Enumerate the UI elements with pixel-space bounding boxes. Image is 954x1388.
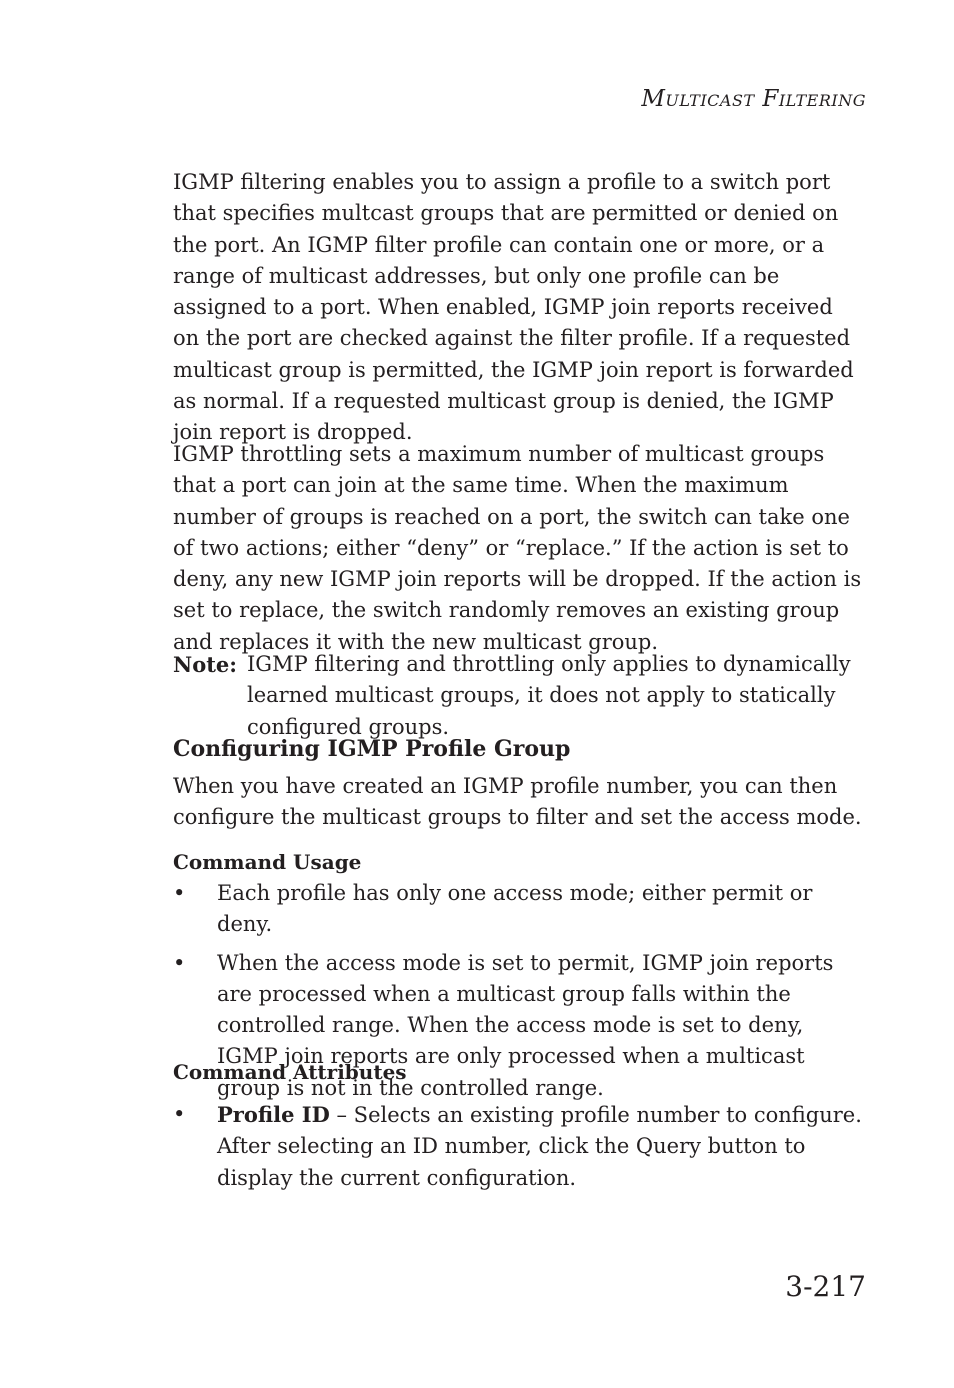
attribute-term: Profile ID: [217, 1102, 330, 1127]
section-intro: When you have created an IGMP profile number, you can then configure the multicast groups to filter and set the access mode.: [173, 774, 862, 830]
bullet: •: [173, 950, 186, 975]
note-text: IGMP filtering and throttling only applies to dynamically learned multicast groups, it does not apply to statically configured groups.: [247, 652, 851, 739]
command-usage-heading: Command Usage: [173, 850, 362, 874]
running-header: Multicast Filtering: [641, 86, 866, 112]
list-item: [173, 878, 865, 941]
command-attributes-heading: Command Attributes: [173, 1060, 407, 1084]
note-block: [173, 649, 865, 743]
page-number: 3-217: [785, 1270, 866, 1303]
bullet: •: [173, 1102, 186, 1126]
command-attributes-block: [173, 1058, 865, 1086]
section-intro-block: [173, 771, 865, 834]
section-heading: Configuring IGMP Profile Group: [173, 736, 571, 762]
list-item-text: Each profile has only one access mode; either permit or deny.: [217, 881, 813, 937]
list-item: [173, 1099, 865, 1194]
list-item-text: When the access mode is set to permit, IGMP join reports are processed when a multicast group falls within the controlled range. When the access mode is set to deny, IGMP join reports are only processed when a multicast group is not in the controlled range.: [217, 950, 834, 1100]
attribute-description: – Selects an existing profile number to configure. After selecting an ID number, click the Query button to display the current configuration.: [217, 1103, 862, 1190]
attributes-list-block: [173, 1099, 865, 1194]
list-item-text: [217, 1099, 865, 1194]
paragraph: IGMP throttling sets a maximum number of multicast groups that a port can join at the same time. When the maximum number of groups is reached on a port, the switch can take one of two actions; either “deny” or “replace.” If the action is set to deny, any new IGMP join reports will be dropped. If the action is set to replace, the switch randomly removes an existing group and replaces it with the new multicast group.: [173, 442, 862, 654]
note-label: Note:: [173, 652, 238, 677]
bullet: •: [173, 881, 186, 905]
intro-paragraph-throttling: [173, 439, 865, 658]
section-heading-block: [173, 734, 865, 764]
command-usage-block: [173, 848, 865, 876]
paragraph: IGMP filtering enables you to assign a profile to a switch port that specifies multcast groups that are permitted or denied on the port. An IGMP filter profile can contain one or more, or a range of multicast addresses, but only one profile can be assigned to a port. When enabled, IGMP join reports received on the port are checked against the filter profile. If a requested multicast group is permitted, the IGMP join report is forwarded as normal. If a requested multicast group is denied, the IGMP join report is dropped.: [173, 170, 854, 445]
attributes-list: [173, 1099, 865, 1194]
intro-paragraph-filtering: [173, 167, 865, 449]
